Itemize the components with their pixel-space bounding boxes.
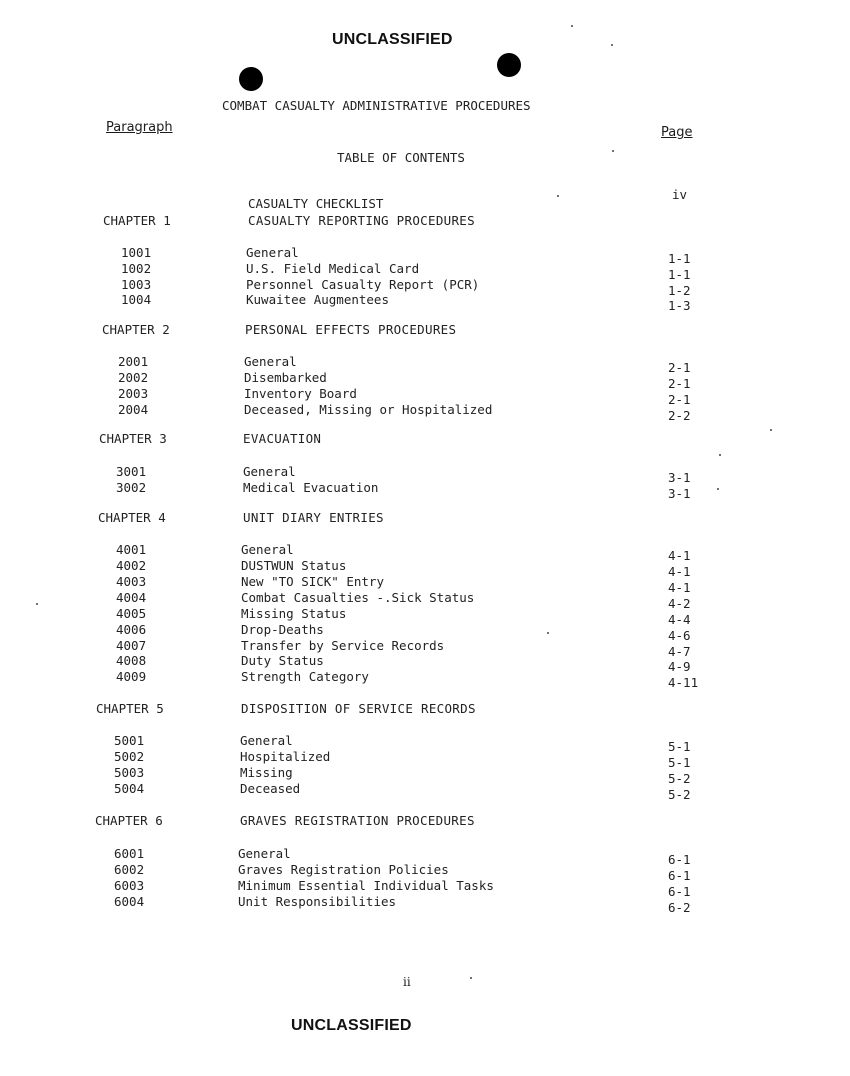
page-number: 5-2 — [668, 787, 691, 802]
paragraph-number: 4004 — [116, 590, 147, 605]
entry-title: Minimum Essential Individual Tasks — [238, 878, 494, 893]
paragraph-number: 2004 — [118, 402, 149, 417]
paragraph-number: 3001 — [116, 464, 147, 479]
paragraph-number: 1003 — [121, 277, 152, 292]
chapter-title: PERSONAL EFFECTS PROCEDURES — [245, 322, 457, 337]
scan-speck — [557, 195, 559, 197]
page-number: 4-4 — [668, 612, 691, 627]
chapter-label: CHAPTER 5 — [96, 701, 164, 716]
paragraph-column-header: Paragraph — [106, 120, 173, 135]
paragraph-number: 1002 — [121, 261, 152, 276]
entry-title: DUSTWUN Status — [241, 558, 347, 573]
paragraph-number: 5004 — [114, 781, 145, 796]
page-number: 6-1 — [668, 884, 691, 899]
entry-title: Hospitalized — [240, 749, 331, 764]
entry-title: Kuwaitee Augmentees — [246, 292, 389, 307]
page-column-header: Page — [661, 125, 693, 140]
entry-title: Disembarked — [244, 370, 327, 385]
page-number: 2-1 — [668, 392, 691, 407]
entry-title: General — [241, 542, 294, 557]
page-number: 6-2 — [668, 900, 691, 915]
classification-marking-top: UNCLASSIFIED — [332, 31, 453, 48]
page-number: 2-2 — [668, 408, 691, 423]
paragraph-number: 4003 — [116, 574, 147, 589]
page-number: 1-3 — [668, 298, 691, 313]
scan-speck — [36, 603, 38, 605]
entry-title: Graves Registration Policies — [238, 862, 449, 877]
paragraph-number: 5001 — [114, 733, 145, 748]
paragraph-number: 5002 — [114, 749, 145, 764]
entry-title: Unit Responsibilities — [238, 894, 397, 909]
entry-title: Medical Evacuation — [243, 480, 379, 495]
chapter-title: CASUALTY REPORTING PROCEDURES — [248, 213, 475, 228]
chapter-label: CHAPTER 6 — [95, 813, 163, 828]
page-number: 6-1 — [668, 852, 691, 867]
checklist-page: iv — [672, 187, 688, 202]
page-number: 6-1 — [668, 868, 691, 883]
page-number: 5-1 — [668, 739, 691, 754]
entry-title: General — [243, 464, 296, 479]
page-number: 1-1 — [668, 251, 691, 266]
paragraph-number: 1004 — [121, 292, 152, 307]
paragraph-number: 6001 — [114, 846, 145, 861]
checklist-title: CASUALTY CHECKLIST — [248, 196, 384, 211]
page-number: 1-1 — [668, 267, 691, 282]
chapter-label: CHAPTER 4 — [98, 510, 166, 525]
chapter-label: CHAPTER 2 — [102, 322, 170, 337]
paragraph-number: 4007 — [116, 638, 147, 653]
toc-title: TABLE OF CONTENTS — [337, 150, 465, 165]
page-number: 3-1 — [668, 486, 691, 501]
entry-title: Deceased, Missing or Hospitalized — [244, 402, 493, 417]
paragraph-number: 4009 — [116, 669, 147, 684]
entry-title: Personnel Casualty Report (PCR) — [246, 277, 480, 292]
paragraph-number: 6002 — [114, 862, 145, 877]
entry-title: General — [238, 846, 291, 861]
entry-title: Inventory Board — [244, 386, 357, 401]
page-number: 3-1 — [668, 470, 691, 485]
page-number: 4-6 — [668, 628, 691, 643]
entry-title: General — [246, 245, 299, 260]
paragraph-number: 1001 — [121, 245, 152, 260]
paragraph-number: 2002 — [118, 370, 149, 385]
entry-title: Deceased — [240, 781, 301, 796]
paragraph-number: 4005 — [116, 606, 147, 621]
page-number: 4-7 — [668, 644, 691, 659]
scan-speck — [770, 429, 772, 431]
entry-title: Strength Category — [241, 669, 369, 684]
paragraph-number: 4001 — [116, 542, 147, 557]
entry-title: Missing Status — [241, 606, 347, 621]
paragraph-number: 2003 — [118, 386, 149, 401]
paragraph-number: 5003 — [114, 765, 145, 780]
scan-speck — [717, 488, 719, 490]
paragraph-number: 6004 — [114, 894, 145, 909]
page-number: 4-1 — [668, 564, 691, 579]
chapter-label: CHAPTER 3 — [99, 431, 167, 446]
entry-title: Duty Status — [241, 653, 324, 668]
page-number: 5-2 — [668, 771, 691, 786]
checklist-row — [0, 181, 688, 211]
entry-title: Missing — [240, 765, 293, 780]
classification-marking-bottom: UNCLASSIFIED — [291, 1017, 412, 1034]
page-number: 4-2 — [668, 596, 691, 611]
chapter-label: CHAPTER 1 — [103, 213, 171, 228]
entry-title: Combat Casualties -.Sick Status — [241, 590, 475, 605]
page-number: 4-1 — [668, 580, 691, 595]
entry-title: General — [240, 733, 293, 748]
scan-speck — [547, 632, 549, 634]
page-folio: ii — [403, 975, 411, 989]
entry-title: New "TO SICK" Entry — [241, 574, 384, 589]
entry-title: Transfer by Service Records — [241, 638, 445, 653]
scan-speck — [470, 977, 472, 979]
entry-title: U.S. Field Medical Card — [246, 261, 420, 276]
page-number: 5-1 — [668, 755, 691, 770]
paragraph-number: 4002 — [116, 558, 147, 573]
paragraph-number: 6003 — [114, 878, 145, 893]
scan-speck — [719, 454, 721, 456]
document-title: COMBAT CASUALTY ADMINISTRATIVE PROCEDURES — [222, 98, 531, 113]
paragraph-number: 4006 — [116, 622, 147, 637]
scan-speck — [612, 150, 614, 152]
paragraph-number: 2001 — [118, 354, 149, 369]
scan-speck — [611, 44, 613, 46]
paragraph-number: 4008 — [116, 653, 147, 668]
chapter-title: GRAVES REGISTRATION PROCEDURES — [240, 813, 475, 828]
chapter-title: EVACUATION — [243, 431, 322, 446]
page-number: 4-11 — [668, 675, 699, 690]
chapter-title: DISPOSITION OF SERVICE RECORDS — [241, 701, 476, 716]
page-number: 1-2 — [668, 283, 691, 298]
chapter-title: UNIT DIARY ENTRIES — [243, 510, 384, 525]
page-number: 2-1 — [668, 360, 691, 375]
entry-title: General — [244, 354, 297, 369]
page-number: 2-1 — [668, 376, 691, 391]
entry-title: Drop-Deaths — [241, 622, 324, 637]
scan-speck — [571, 25, 573, 27]
page-number: 4-9 — [668, 659, 691, 674]
paragraph-number: 3002 — [116, 480, 147, 495]
page-number: 4-1 — [668, 548, 691, 563]
